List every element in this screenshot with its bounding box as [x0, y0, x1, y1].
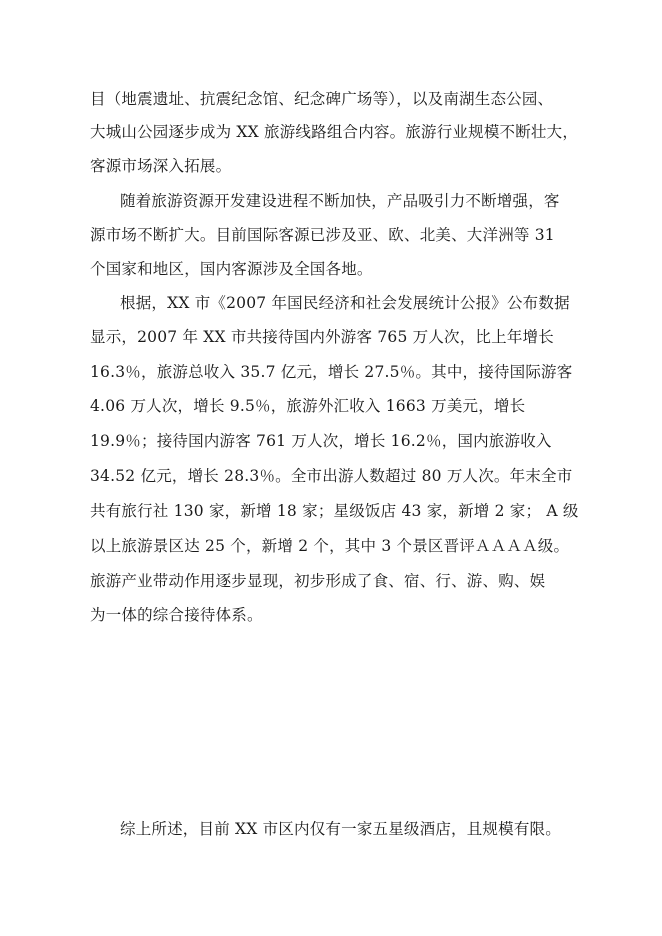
paragraph-3-line-9: 旅游产业带动作用逐步显现，初步形成了食、宿、行、游、购、娱 — [90, 572, 546, 590]
paragraph-3-line-1: 根据，XX 市《2007 年国民经济和社会发展统计公报》公布数据 — [120, 294, 570, 312]
paragraph-3-line-7: 共有旅行社 130 家，新增 18 家；星级饭店 43 家，新增 2 家； A 级 — [90, 502, 579, 520]
paragraph-3-line-5: 19.9％；接待国内游客 761 万人次，增长 16.2％，国内旅游收入 — [90, 432, 552, 450]
paragraph-1-line-2: 大城山公园逐步成为 XX 旅游线路组合内容。旅游行业规模不断壮大， — [90, 123, 579, 141]
paragraph-3-line-4: 4.06 万人次，增长 9.5％，旅游外汇收入 1663 万美元，增长 — [90, 397, 526, 415]
paragraph-1-line-3: 客源市场深入拓展。 — [90, 157, 232, 175]
paragraph-3-line-8: 以上旅游景区达 25 个，新增 2 个，其中 3 个景区晋评ＡＡＡＡ级。 — [90, 537, 570, 555]
paragraph-1-line-1: 目（地震遗址、抗震纪念馆、纪念碑广场等），以及南湖生态公园、 — [90, 90, 554, 108]
paragraph-3-line-3: 16.3％，旅游总收入 35.7 亿元，增长 27.5％。其中，接待国际游客 — [90, 363, 573, 381]
paragraph-3-line-2: 显示，2007 年 XX 市共接待国内外游客 765 万人次，比上年增长 — [90, 328, 554, 346]
paragraph-3-line-6: 34.52 亿元，增长 28.3％。全市出游人数超过 80 万人次。年末全市 — [90, 467, 573, 485]
paragraph-4-line-1: 综上所述，目前 XX 市区内仅有一家五星级酒店，且规模有限。 — [120, 820, 561, 838]
paragraph-2-line-1: 随着旅游资源开发建设进程不断加快，产品吸引力不断增强，客 — [120, 192, 560, 210]
paragraph-3-line-10: 为一体的综合接待体系。 — [90, 606, 263, 624]
paragraph-2-line-2: 源市场不断扩大。目前国际客源已涉及亚、欧、北美、大洋洲等 31 — [90, 226, 555, 244]
paragraph-2-line-3: 个国家和地区，国内客源涉及全国各地。 — [90, 260, 373, 278]
